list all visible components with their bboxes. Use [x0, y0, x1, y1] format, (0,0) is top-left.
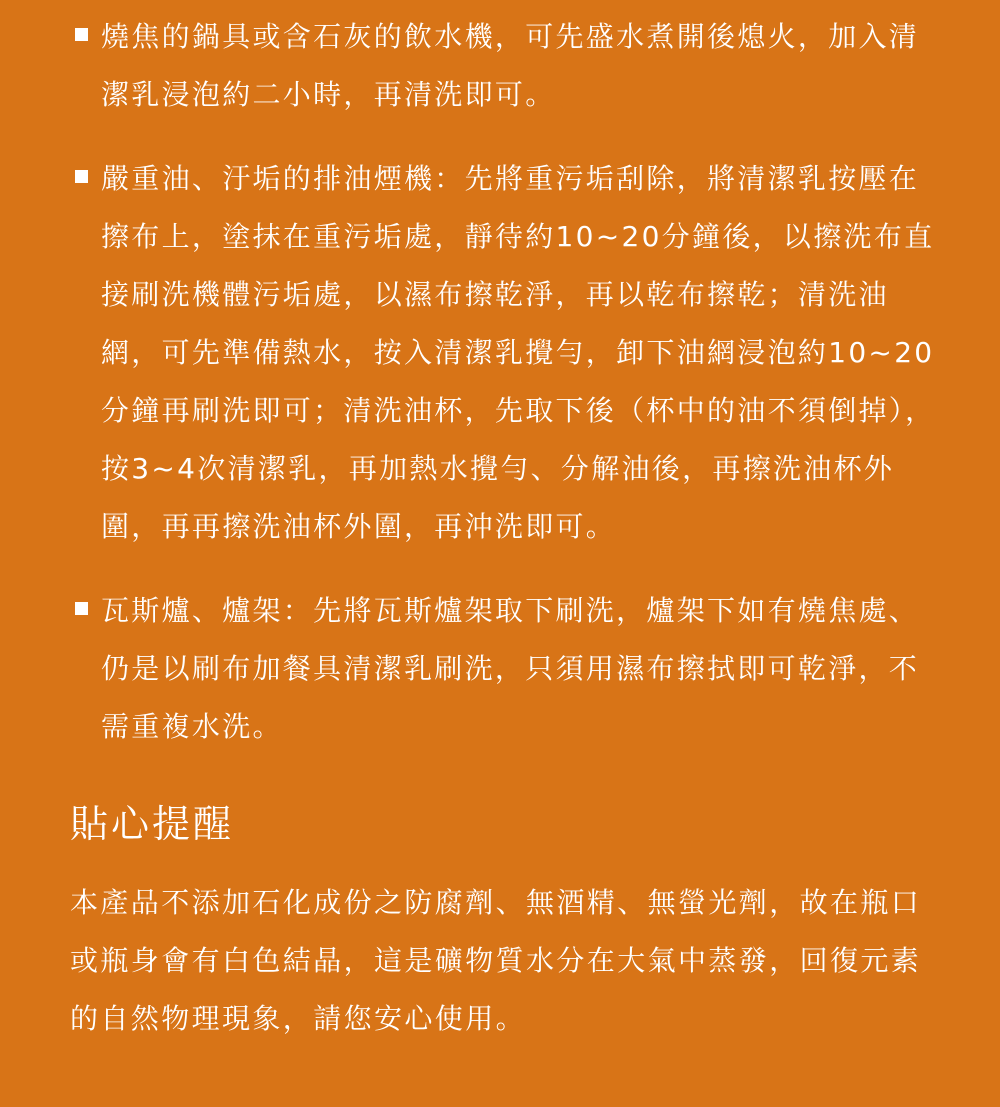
- list-item: [75, 582, 945, 756]
- square-bullet-icon: [75, 170, 88, 183]
- square-bullet-icon: [75, 602, 88, 615]
- list-item: [75, 150, 945, 556]
- tips-heading: 貼心提醒: [70, 802, 235, 846]
- list-item: [75, 8, 945, 124]
- cleaning-tip-text: 燒焦的鍋具或含石灰的飲水機，可先盛水煮開後熄火，加入清潔乳浸泡約二小時，再清洗即可。: [101, 20, 920, 111]
- tips-section: [70, 796, 930, 1048]
- cleaning-tip-text: 瓦斯爐、爐架：先將瓦斯爐架取下刷洗，爐架下如有燒焦處、仍是以刷布加餐具清潔乳刷洗，只須用濕布擦拭即可乾淨，不需重複水洗。: [101, 594, 920, 743]
- square-bullet-icon: [75, 28, 88, 41]
- tips-body-text: 本產品不添加石化成份之防腐劑、無酒精、無螢光劑，故在瓶口或瓶身會有白色結晶，這是礦物質水分在大氣中蒸發，回復元素的自然物理現象，請您安心使用。: [70, 886, 922, 1035]
- cleaning-tips-list: [75, 8, 945, 782]
- cleaning-tip-text: 嚴重油、汙垢的排油煙機：先將重污垢刮除，將清潔乳按壓在擦布上，塗抹在重污垢處，靜待約10~20分鐘後，以擦洗布直接刷洗機體污垢處，以濕布擦乾淨，再以乾布擦乾；清洗油網，可先準備熱水，按入清潔乳攪勻，卸下油網浸泡約10~20分鐘再刷洗即可；清洗油杯，先取下後（杯中的油不須倒掉），按3~4次清潔乳，再加熱水攪勻、分解油後，再擦洗油杯外圍，再再擦洗油杯外圍，再沖洗即可。: [101, 162, 936, 543]
